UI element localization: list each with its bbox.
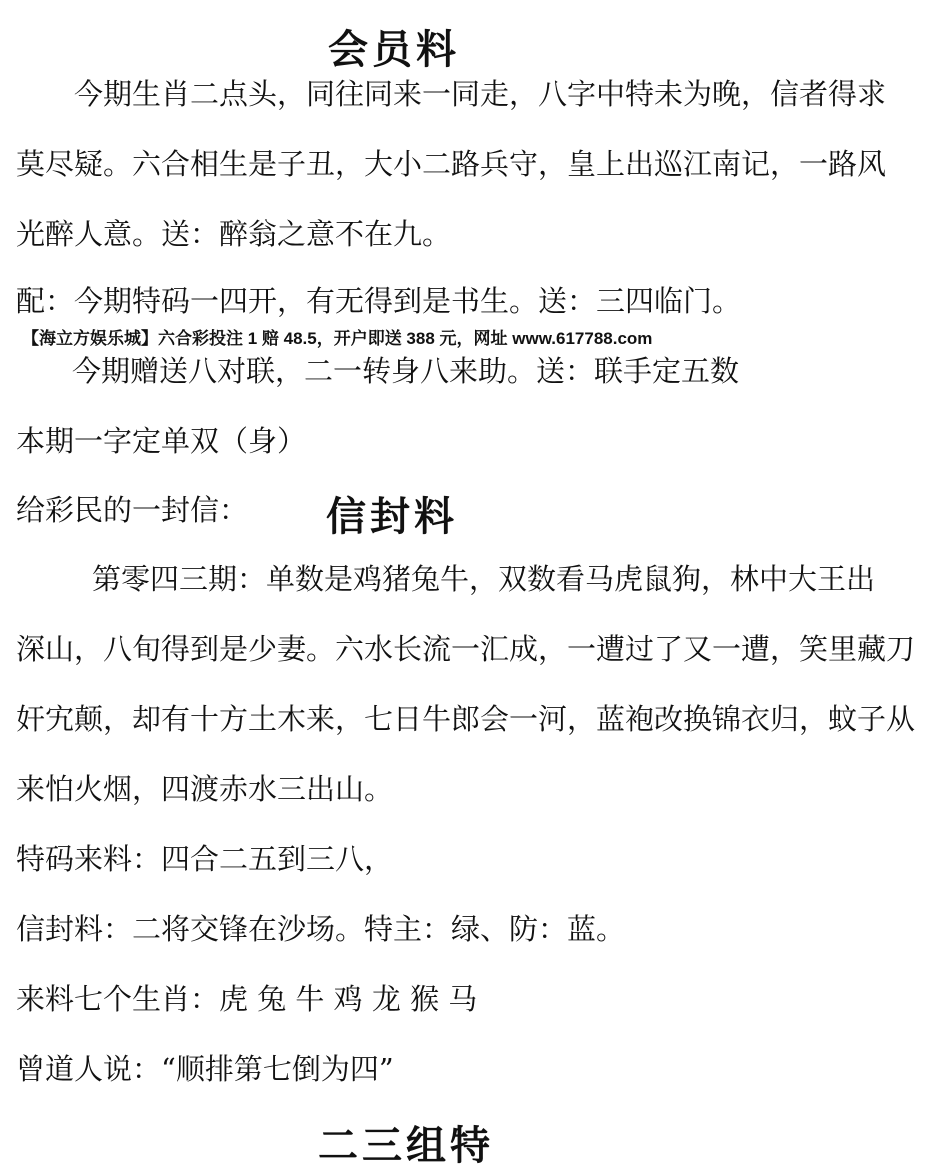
envelope-para-line-4: 来怕火烟，四渡赤水三出山。 xyxy=(16,772,394,806)
envelope-material-line: 信封料：二将交锋在沙场。特主：绿、防：蓝。 xyxy=(16,912,626,946)
gift-line: 今期赠送八对联，二一转身八来助。送：联手定五数 xyxy=(72,354,740,388)
ad-banner: 【海立方娱乐城】六合彩投注 1 赔 48.5，开户即送 388 元，网址 www.617788.com xyxy=(22,329,653,348)
member-para-line-1: 今期生肖二点头，同往同来一同走，八字中特未为晚，信者得求 xyxy=(74,77,887,111)
envelope-para-line-3: 奸宄颠，却有十方土木来，七日牛郎会一河，蓝袍改换锦衣归，蚊子从 xyxy=(16,702,916,736)
daoist-saying-line: 曾道人说：“顺排第七倒为四” xyxy=(16,1052,394,1086)
member-para-line-2: 莫尽疑。六合相生是子丑，大小二路兵守，皇上出巡江南记，一路风 xyxy=(16,147,887,181)
footer-title: 二三组特 xyxy=(318,1122,494,1169)
member-title: 会员料 xyxy=(328,26,460,73)
envelope-title: 信封料 xyxy=(326,493,458,540)
envelope-para-line-2: 深山，八旬得到是少妻。六水长流一汇成，一遭过了又一遭，笑里藏刀 xyxy=(16,632,916,666)
letter-intro: 给彩民的一封信： xyxy=(16,493,249,527)
single-double-line: 本期一字定单双（身） xyxy=(16,424,307,458)
envelope-para-line-1: 第零四三期：单数是鸡猪兔牛，双数看马虎鼠狗，林中大王出 xyxy=(92,562,876,596)
special-code-line: 特码来料：四合二五到三八， xyxy=(16,842,394,876)
pair-line: 配：今期特码一四开，有无得到是书生。送：三四临门。 xyxy=(16,284,742,318)
seven-zodiac-line: 来料七个生肖：虎 兔 牛 鸡 龙 猴 马 xyxy=(16,982,478,1016)
member-para-line-3: 光醉人意。送：醉翁之意不在九。 xyxy=(16,217,452,251)
